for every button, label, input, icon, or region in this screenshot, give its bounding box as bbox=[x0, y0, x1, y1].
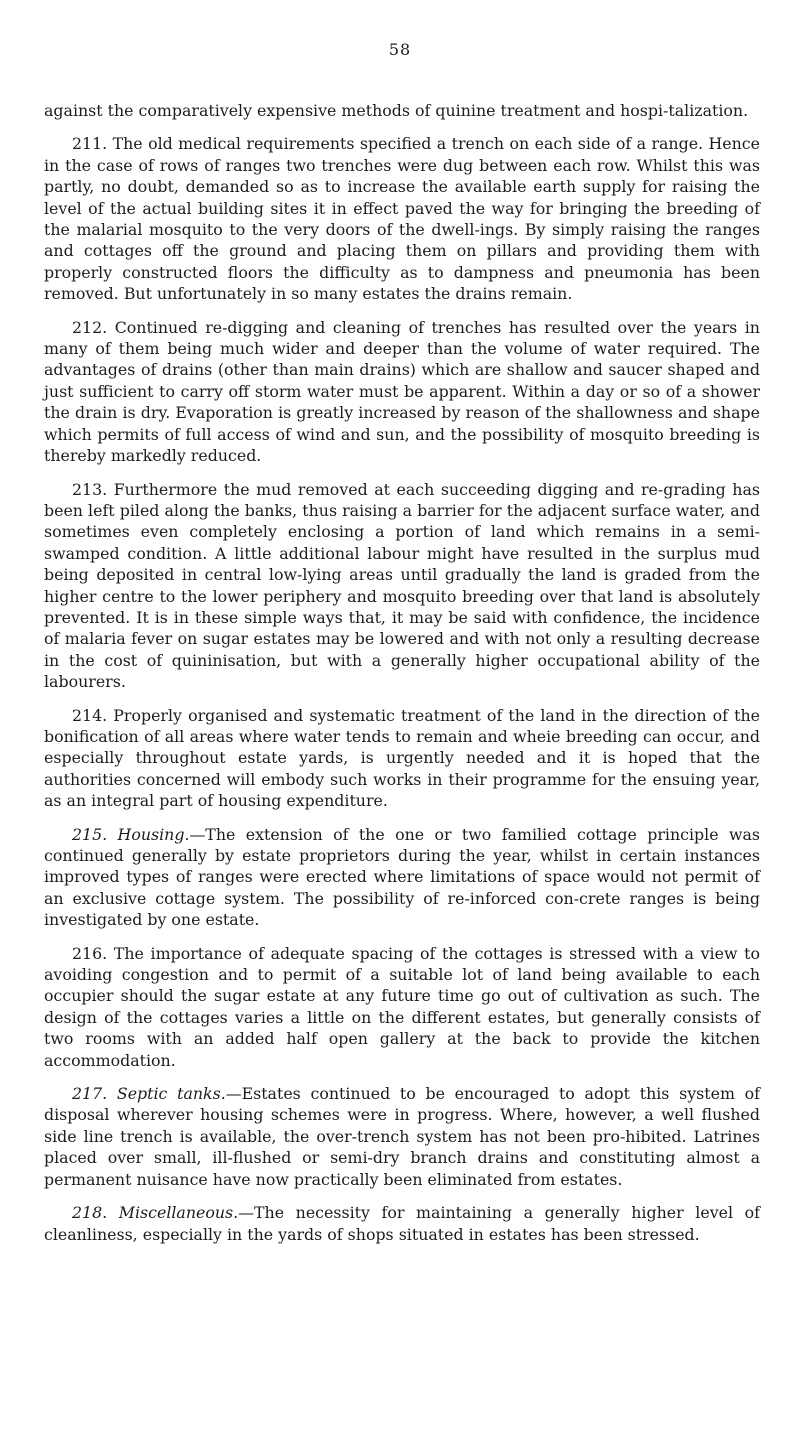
paragraph-215 bbox=[44, 824, 760, 931]
paragraph-continued bbox=[44, 100, 760, 121]
page-number: 58 bbox=[388, 40, 412, 59]
paragraph-heading-miscellaneous: 218. Miscellaneous. bbox=[72, 1203, 239, 1223]
paragraph-heading-septic-tanks: 217. Septic tanks. bbox=[72, 1084, 226, 1104]
paragraph-text: —Estates continued to be encouraged to adopt this system of disposal wherever housing schemes were in progress. Where, however, a well flushed side line trench is available, the over-trench system has not been pro-hibited. Latrines placed over small, ill-flushed or semi-dry branch drains and constituting almost a permanent nuisance have now practically been eliminated from estates. bbox=[44, 1084, 760, 1189]
body-text bbox=[44, 100, 760, 1257]
paragraph-217 bbox=[44, 1083, 760, 1190]
paragraph-218 bbox=[44, 1202, 760, 1245]
paragraph-text: against the comparatively expensive methods of quinine treatment and hospi-talization. bbox=[44, 101, 749, 120]
paragraph-text: —The extension of the one or two familied cottage principle was continued generally by estate proprietors during the year, whilst in certain instances improved types of ranges were erected where limitations of space would not permit of an exclusive cottage system. The possibility of re-inforced con-crete ranges is being investigated by one estate. bbox=[44, 824, 760, 930]
paragraph-text: 214. Properly organised and systematic treatment of the land in the direction of the bonification of all areas where water tends to remain and wheie breeding can occur, and especially throughout estate yards, is urgently needed and it is hoped that the authorities concerned will embody such works in their programme for the ensuing year, as an integral part of housing expenditure. bbox=[44, 705, 760, 811]
paragraph-text: 211. The old medical requirements specified a trench on each side of a range. Hence in the case of rows of ranges two trenches were dug between each row. Whilst this was partly, no doubt, demanded so as to increase the available earth supply for raising the level of the actual building sites it in effect paved the way for bringing the breeding of the malarial mosquito to the very doors of the dwell-ings. By simply raising the ranges and cottages off the ground and placing them on pillars and providing them with properly constructed floors the difficulty as to dampness and pneumonia has been removed. But unfortunately in so many estates the drains remain. bbox=[44, 134, 760, 304]
paragraph-text: 213. Furthermore the mud removed at each succeeding digging and re-grading has been left piled along the banks, thus raising a barrier for the adjacent surface water, and sometimes even completely enclosing a portion of land which remains in a semi-swamped condition. A little additional labour might have resulted in the surplus mud being deposited in central low-lying areas until gradually the land is graded from the higher centre to the lower periphery and mosquito breeding over that land is absolutely prevented. It is in these simple ways that, it may be said with confidence, the incidence of malaria fever on sugar estates may be lowered and with not only a resulting decrease in the cost of quininisation, but with a generally higher occupational ability of the labourers. bbox=[44, 479, 760, 692]
paragraph-heading-housing: 215. Housing. bbox=[72, 824, 190, 844]
paragraph-216 bbox=[44, 943, 760, 1071]
paragraph-214 bbox=[44, 705, 760, 812]
paragraph-212 bbox=[44, 317, 760, 467]
paragraph-text: 212. Continued re-digging and cleaning of trenches has resulted over the years in many of them being much wider and deeper than the volume of water required. The advantages of drains (other than main drains) which are shallow and saucer shaped and just sufficient to carry off storm water must be apparent. Within a day or so of a shower the drain is dry. Evaporation is greatly increased by reason of the shallowness and shape which permits of full access of wind and sun, and the possibility of mosquito breeding is thereby markedly reduced. bbox=[44, 317, 760, 466]
paragraph-211 bbox=[44, 133, 760, 304]
paragraph-text: —The necessity for maintaining a generally higher level of cleanliness, especially in the yards of shops situated in estates has been stressed. bbox=[44, 1203, 760, 1244]
paragraph-213 bbox=[44, 479, 760, 693]
paragraph-text: 216. The importance of adequate spacing of the cottages is stressed with a view to avoiding congestion and to permit of a suitable lot of land being available to each occupier should the sugar estate at any future time go out of cultivation as such. The design of the cottages varies a little on the different estates, but generally consists of two rooms with an added half open gallery at the back to provide the kitchen accommodation. bbox=[44, 943, 760, 1070]
